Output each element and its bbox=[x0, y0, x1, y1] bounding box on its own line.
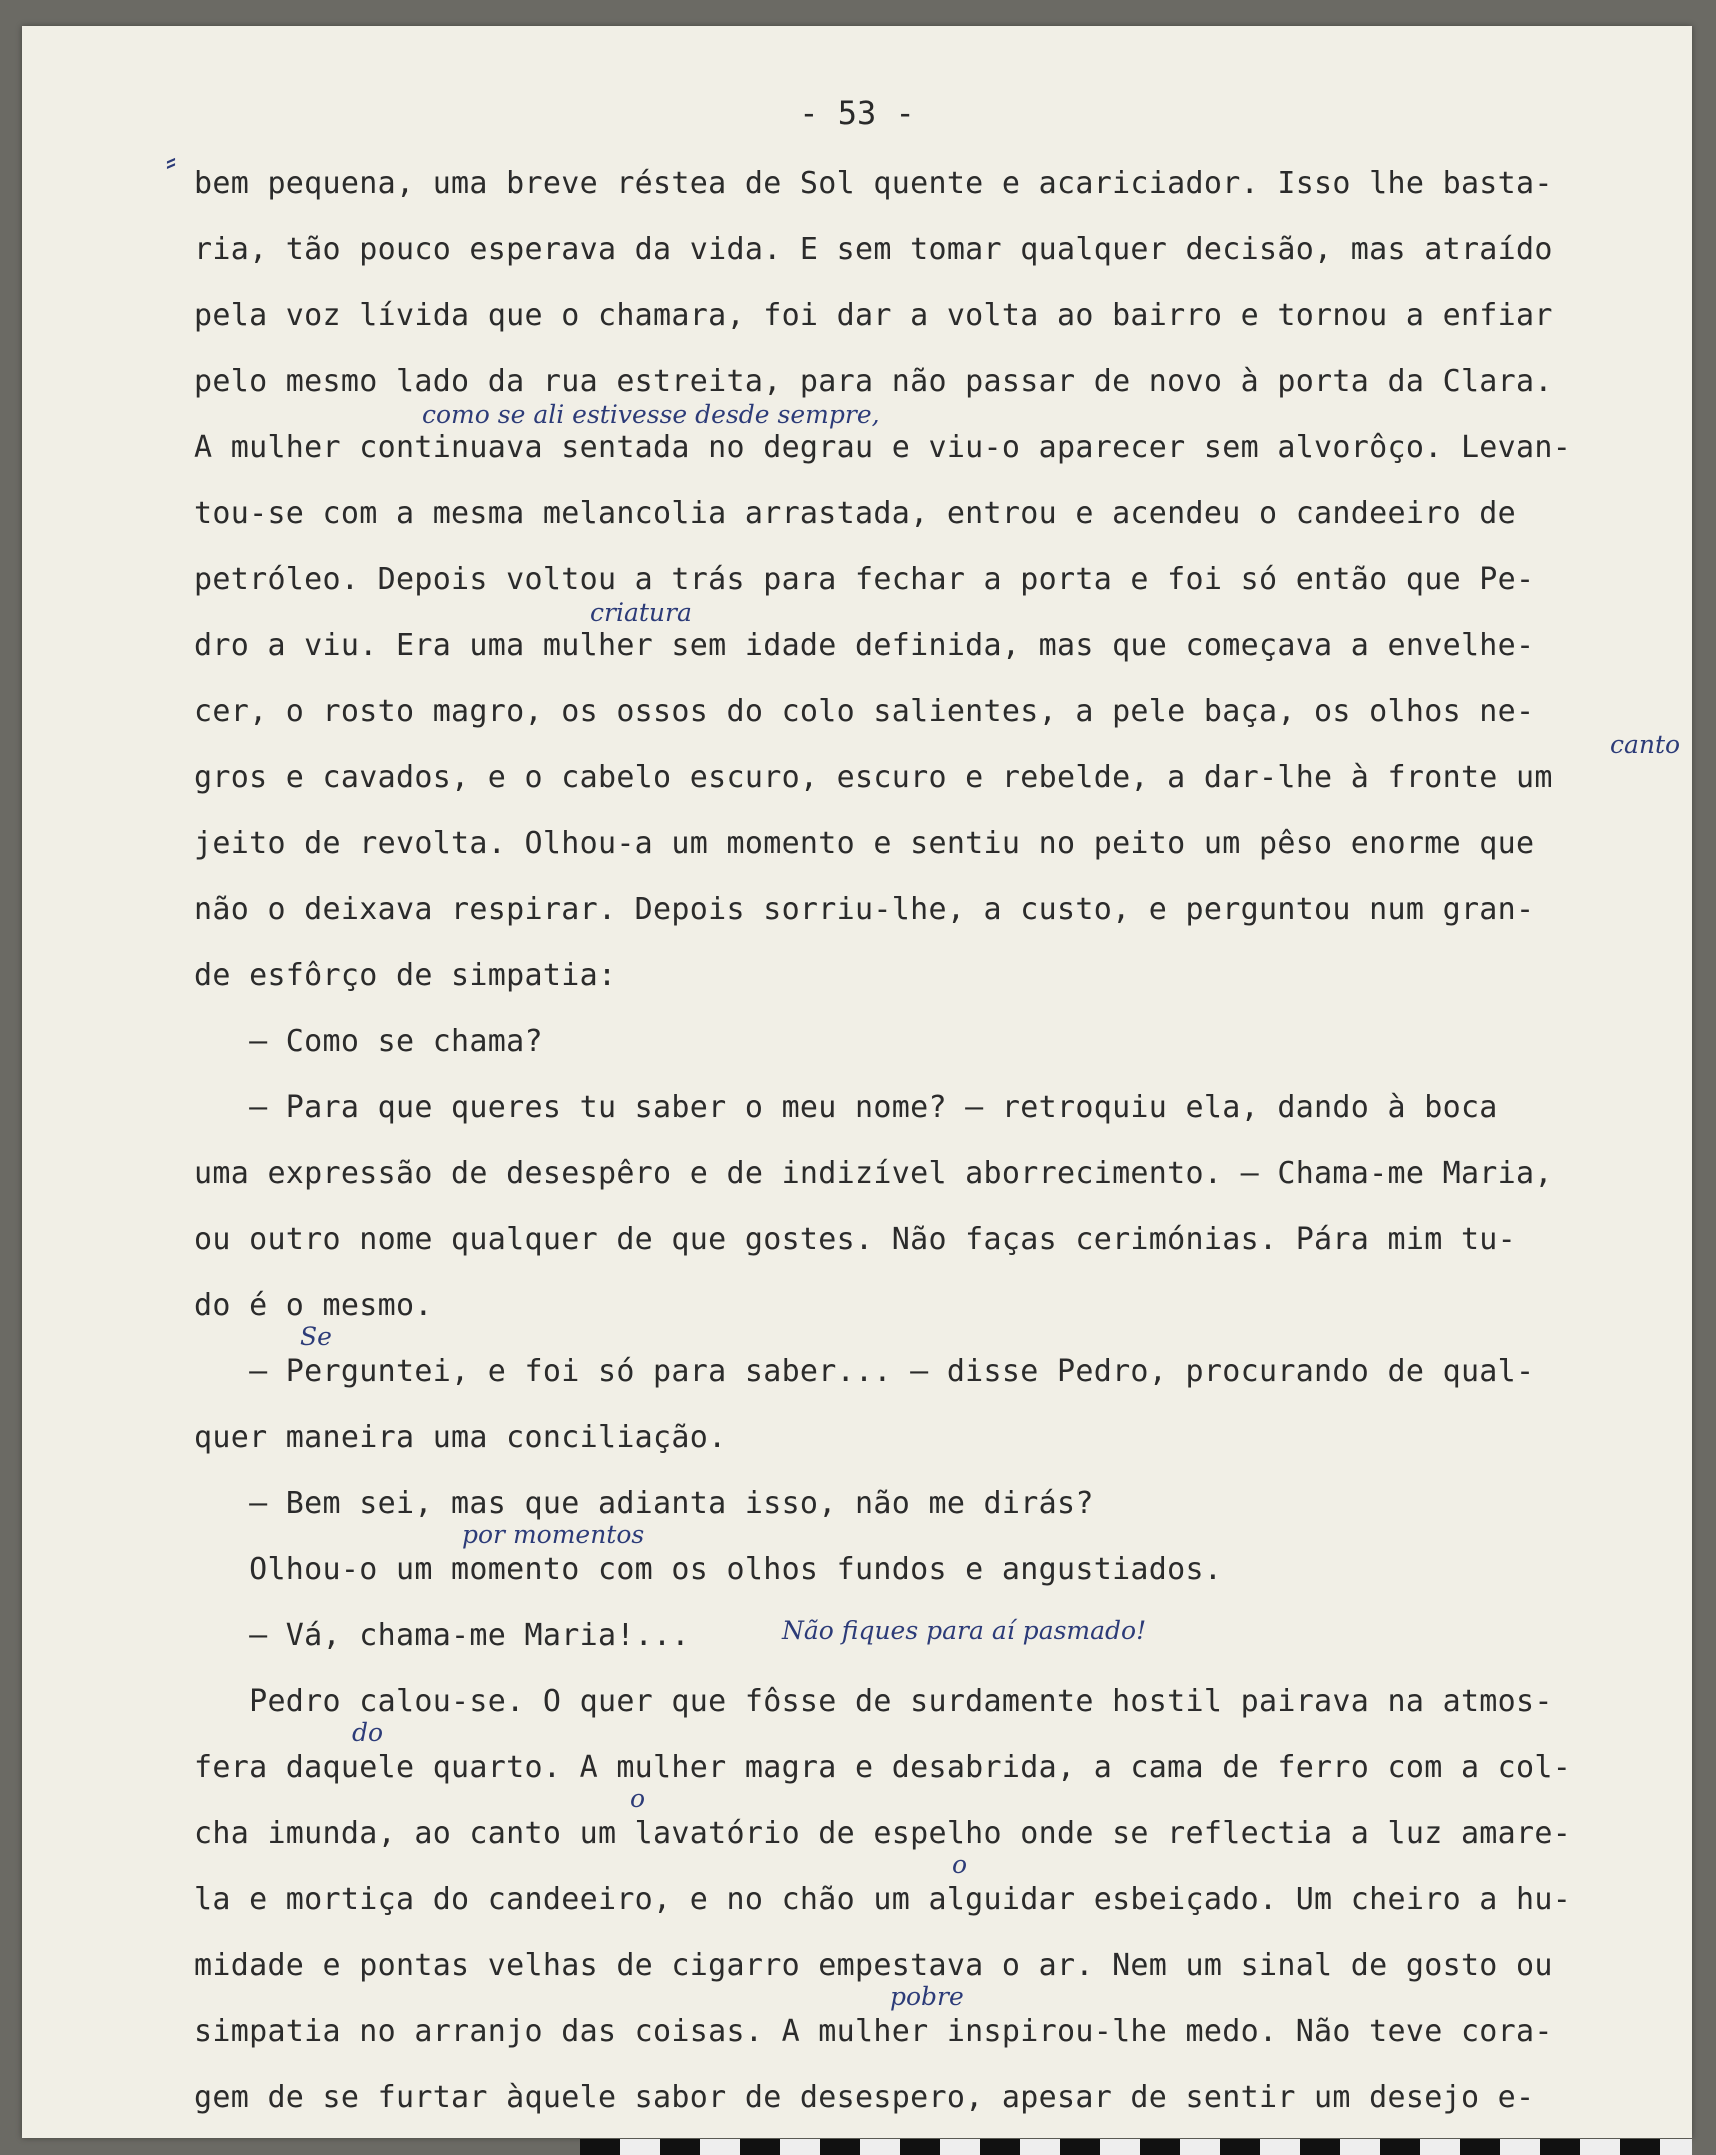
text-line: simpatia no arranjo das coisas. A mulher inspirou-lhe medo. Não teve cora- bbox=[194, 2014, 1553, 2049]
text-line: de esfôrço de simpatia: bbox=[194, 958, 617, 993]
text-line: gros e cavados, e o cabelo escuro, escuro e rebelde, a dar-lhe à fronte um bbox=[194, 760, 1553, 795]
text-line: pelo mesmo lado da rua estreita, para não passar de novo à porta da Clara. bbox=[194, 364, 1553, 399]
text-line: bem pequena, uma breve réstea de Sol quente e acariciador. Isso lhe basta- bbox=[194, 166, 1553, 201]
text-line: — Bem sei, mas que adianta isso, não me dirás? bbox=[194, 1486, 1094, 1521]
text-line: — Vá, chama-me Maria!... bbox=[194, 1618, 690, 1653]
text-line: Pedro calou-se. O quer que fôsse de surdamente hostil pairava na atmos- bbox=[194, 1684, 1553, 1719]
handwritten-insertion: do bbox=[352, 1718, 384, 1747]
text-line: pela voz lívida que o chamara, foi dar a volta ao bairro e tornou a enfiar bbox=[194, 298, 1553, 333]
margin-mark-icon: ⸗ bbox=[162, 144, 181, 179]
handwritten-insertion: criatura bbox=[590, 598, 692, 627]
handwritten-insertion: o bbox=[952, 1850, 968, 1879]
text-line: gem de se furtar àquele sabor de desespero, apesar de sentir um desejo e- bbox=[194, 2080, 1535, 2115]
handwritten-insertion: como se ali estivesse desde sempre, bbox=[422, 400, 880, 429]
text-line: fera daquele quarto. A mulher magra e desabrida, a cama de ferro com a col- bbox=[194, 1750, 1572, 1785]
page-number: - 53 - bbox=[799, 94, 915, 132]
text-line: do é o mesmo. bbox=[194, 1288, 433, 1323]
handwritten-insertion: Não fiques para aí pasmado! bbox=[782, 1616, 1147, 1645]
text-line: midade e pontas velhas de cigarro empestava o ar. Nem um sinal de gosto ou bbox=[194, 1948, 1553, 1983]
text-line: quer maneira uma conciliação. bbox=[194, 1420, 727, 1455]
text-line: não o deixava respirar. Depois sorriu-lhe, a custo, e perguntou num gran- bbox=[194, 892, 1535, 927]
handwritten-insertion: pobre bbox=[890, 1982, 964, 2011]
handwritten-insertion: canto bbox=[1610, 730, 1681, 759]
text-line: — Como se chama? bbox=[194, 1024, 543, 1059]
text-line: jeito de revolta. Olhou-a um momento e sentiu no peito um pêso enorme que bbox=[194, 826, 1535, 861]
text-line: cer, o rosto magro, os ossos do colo salientes, a pele baça, os olhos ne- bbox=[194, 694, 1535, 729]
text-line: dro a viu. Era uma mulher sem idade definida, mas que começava a envelhe- bbox=[194, 628, 1535, 663]
text-line: la e mortiça do candeeiro, e no chão um alguidar esbeiçado. Um cheiro a hu- bbox=[194, 1882, 1572, 1917]
text-line: Olhou-o um momento com os olhos fundos e angustiados. bbox=[194, 1552, 1223, 1587]
text-line: uma expressão de desespêro e de indizível aborrecimento. — Chama-me Maria, bbox=[194, 1156, 1553, 1191]
text-line: A mulher continuava sentada no degrau e viu-o aparecer sem alvorôço. Levan- bbox=[194, 430, 1572, 465]
text-line: cha imunda, ao canto um lavatório de espelho onde se reflectia a luz amare- bbox=[194, 1816, 1572, 1851]
text-line: tou-se com a mesma melancolia arrastada, entrou e acendeu o candeeiro de bbox=[194, 496, 1517, 531]
text-line: — Para que queres tu saber o meu nome? — retroquiu ela, dando à boca bbox=[194, 1090, 1498, 1125]
text-line: — Perguntei, e foi só para saber... — disse Pedro, procurando de qual- bbox=[194, 1354, 1535, 1389]
manuscript-page bbox=[22, 26, 1692, 2138]
text-line: ou outro nome qualquer de que gostes. Não faças cerimónias. Pára mim tu- bbox=[194, 1222, 1517, 1257]
text-line: petróleo. Depois voltou a trás para fechar a porta e foi só então que Pe- bbox=[194, 562, 1535, 597]
handwritten-insertion: Se bbox=[300, 1322, 332, 1351]
text-line: ria, tão pouco esperava da vida. E sem tomar qualquer decisão, mas atraído bbox=[194, 232, 1553, 267]
handwritten-insertion: o bbox=[630, 1784, 646, 1813]
color-scale-bar bbox=[580, 2139, 1692, 2155]
handwritten-insertion: por momentos bbox=[462, 1520, 645, 1549]
